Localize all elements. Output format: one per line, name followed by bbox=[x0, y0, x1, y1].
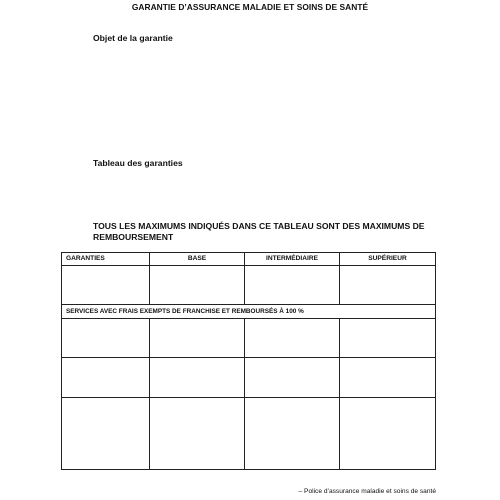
table-header-row bbox=[62, 253, 436, 266]
table-cell bbox=[62, 319, 150, 358]
table-cell bbox=[245, 266, 340, 305]
column-header-base: BASE bbox=[150, 253, 245, 266]
table-cell bbox=[340, 266, 436, 305]
page-footer: – Police d’assurance maladie et soins de santé bbox=[298, 488, 436, 495]
column-header-intermediaire: INTERMÉDIAIRE bbox=[245, 253, 340, 266]
table-cell bbox=[62, 358, 150, 398]
table-cell bbox=[150, 319, 245, 358]
table-cell bbox=[150, 266, 245, 305]
table-row bbox=[62, 266, 436, 305]
table-row bbox=[62, 319, 436, 358]
services-exempt-band: SERVICES AVEC FRAIS EXEMPTS DE FRANCHISE ET REMBOURSÉS À 100 % bbox=[62, 305, 436, 319]
table-cell bbox=[150, 358, 245, 398]
guarantees-table bbox=[61, 252, 436, 470]
table-row bbox=[62, 358, 436, 398]
column-header-superieur: SUPÉRIEUR bbox=[340, 253, 436, 266]
table-cell bbox=[245, 319, 340, 358]
maximums-notice bbox=[93, 221, 443, 243]
table-band-row bbox=[62, 305, 436, 319]
table-cell bbox=[245, 358, 340, 398]
table-cell bbox=[340, 319, 436, 358]
document-title: GARANTIE D’ASSURANCE MALADIE ET SOINS DE SANTÉ bbox=[131, 2, 369, 12]
table-cell bbox=[340, 358, 436, 398]
table-row bbox=[62, 398, 436, 470]
maximums-notice-line-1: TOUS LES MAXIMUMS INDIQUÉS DANS CE TABLEAU SONT DES MAXIMUMS DE bbox=[93, 221, 425, 231]
table-cell bbox=[62, 266, 150, 305]
table-cell bbox=[150, 398, 245, 470]
table-cell bbox=[340, 398, 436, 470]
maximums-notice-line-2: REMBOURSEMENT bbox=[93, 232, 174, 242]
section-heading-objet: Objet de la garantie bbox=[93, 33, 173, 43]
column-header-garanties: GARANTIES bbox=[62, 253, 150, 266]
table-cell bbox=[62, 398, 150, 470]
table-cell bbox=[245, 398, 340, 470]
section-heading-tableau: Tableau des garanties bbox=[93, 158, 183, 168]
